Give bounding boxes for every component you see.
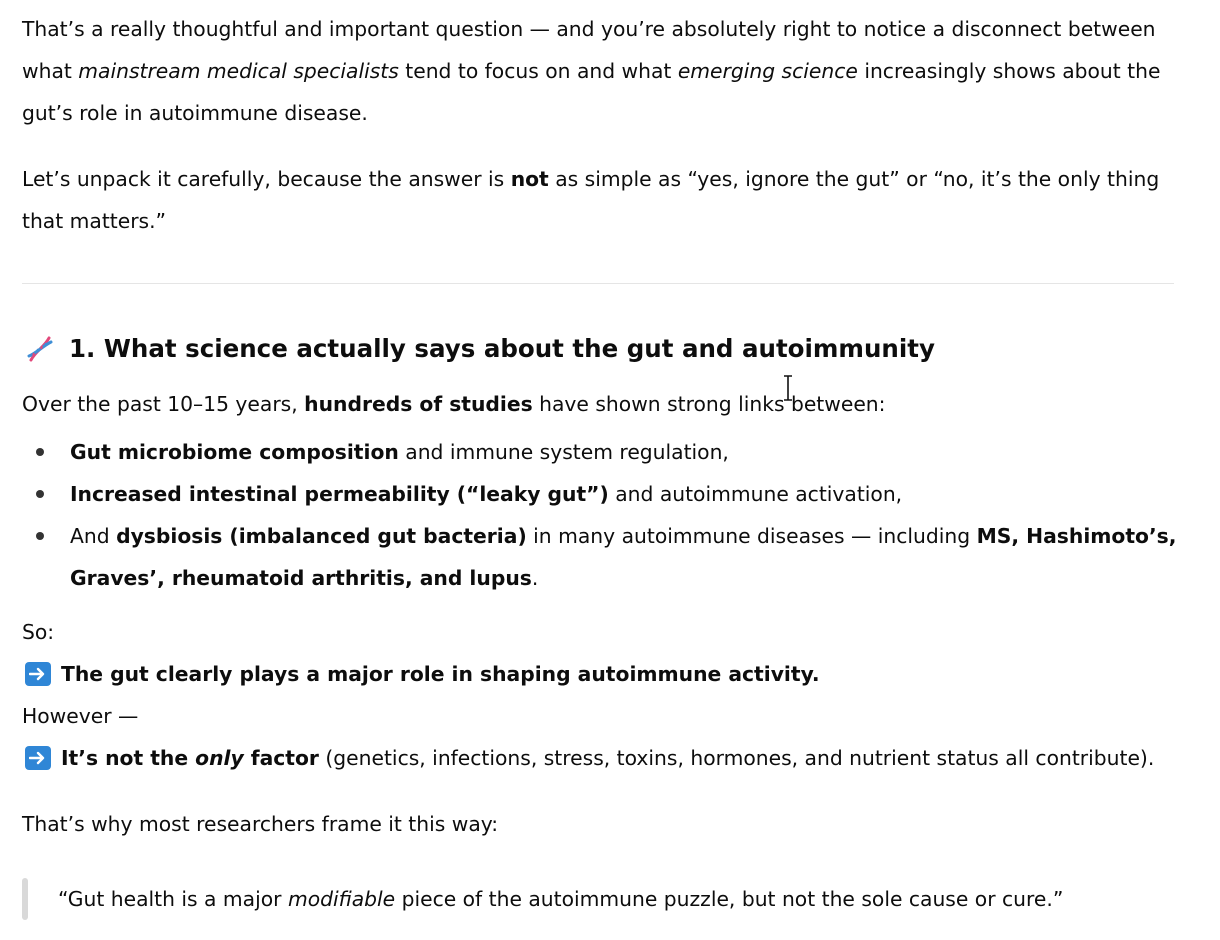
text-cursor-icon — [781, 374, 795, 402]
right-arrow-icon — [25, 662, 51, 686]
intro-paragraph-2: Let’s unpack it carefully, because the answer is not as simple as “yes, ignore the gut” or “no, it’s the only thing that matters.” — [22, 167, 1160, 233]
list-item-text: Gut microbiome composition and immune system regulation, — [70, 440, 729, 464]
bullet-dot — [36, 532, 44, 540]
list-item — [22, 473, 1202, 515]
section-lead: Over the past 10–15 years, hundreds of studies have shown strong links between: — [22, 392, 886, 416]
so-line: So: — [22, 620, 55, 644]
right-arrow-icon — [25, 746, 51, 770]
intro-paragraph-1: That’s a really thoughtful and important question — and you’re absolutely right to notice a disconnect between what mainstream medical specialists tend to focus on and what emerging science increasingly shows about the gut’s role in autoimmune disease. — [22, 17, 1161, 125]
arrow-line-1 — [22, 653, 1202, 695]
arrow-line-2 — [22, 737, 1202, 779]
section-divider — [22, 283, 1174, 284]
arrow-line-2-text: It’s not the only factor (genetics, infections, stress, toxins, hormones, and nutrient status all contribute). — [61, 746, 1155, 770]
section-heading — [22, 326, 935, 372]
response-body — [22, 8, 1182, 242]
section-heading-text: 1. What science actually says about the gut and autoimmunity — [69, 334, 935, 363]
blockquote — [22, 878, 1063, 920]
section-1-body — [22, 383, 1202, 845]
blockquote-text: “Gut health is a major modifiable piece of the autoimmune puzzle, but not the sole cause or cure.” — [58, 887, 1064, 911]
however-line: However — — [22, 704, 139, 728]
blockquote-bar — [22, 878, 28, 920]
bullet-dot — [36, 490, 44, 498]
dna-icon — [25, 334, 55, 364]
list-item-text: Increased intestinal permeability (“leaky gut”) and autoimmune activation, — [70, 482, 903, 506]
list-item — [22, 515, 1202, 599]
bullet-dot — [36, 448, 44, 456]
findings-list — [22, 431, 1202, 599]
frame-line: That’s why most researchers frame it this way: — [22, 812, 499, 836]
arrow-line-1-text: The gut clearly plays a major role in shaping autoimmune activity. — [61, 662, 820, 686]
list-item-text: And dysbiosis (imbalanced gut bacteria) in many autoimmune diseases — including MS, Hashimoto’s, Graves’, rheumatoid arthritis, and lupus. — [70, 524, 1177, 590]
list-item — [22, 431, 1202, 473]
